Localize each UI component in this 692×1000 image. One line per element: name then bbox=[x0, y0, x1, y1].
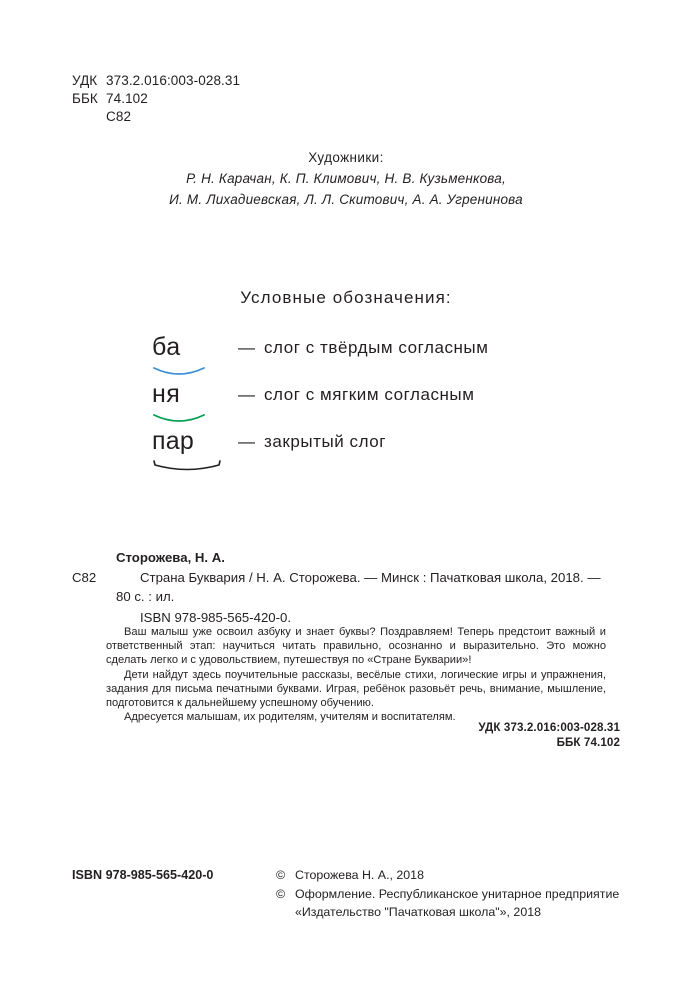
classmarks-bottom-bbk: ББК 74.102 bbox=[556, 736, 620, 749]
copyright-icon-2: © bbox=[276, 886, 286, 901]
bbk-label: ББК bbox=[72, 91, 98, 106]
legend-dash-3: — bbox=[238, 432, 255, 451]
copyright-block bbox=[276, 866, 619, 922]
biblio-isbn: ISBN 978-985-565-420-0. bbox=[140, 609, 292, 625]
bbk-value: 74.102 bbox=[106, 91, 148, 106]
legend-dash-2: — bbox=[238, 385, 255, 404]
biblio-shelfmark: С82 bbox=[72, 569, 97, 585]
legend-item-soft-consonant bbox=[152, 380, 572, 427]
legend-key-ba-text: ба bbox=[152, 333, 181, 361]
footer-isbn: ISBN 978-985-565-420-0 bbox=[72, 868, 214, 882]
artists-line-2: И. М. Лихадиевская, Л. Л. Скитович, А. А. Угренинова bbox=[169, 192, 523, 207]
black-bracket-icon bbox=[152, 452, 222, 480]
annotation-paragraph-1: Ваш малыш уже освоил азбуку и знает буквы? Поздравляем! Теперь предстоит важный и ответственный этап: научиться читать правильно, осознанно и выразительно. Это можно сделать легко и с удовольствием, путешествуя по «Стране Букварии»! bbox=[106, 626, 606, 667]
copyright-icon-1: © bbox=[276, 868, 286, 882]
legend-title: Условные обозначения: bbox=[240, 288, 452, 307]
legend-dash-1: — bbox=[238, 338, 255, 357]
legend-text-2: слог с мягким согласным bbox=[264, 385, 475, 404]
legend-key-par-text: пар bbox=[152, 427, 194, 455]
shelfmark-row bbox=[72, 108, 240, 126]
udc-label: УДК bbox=[72, 73, 98, 88]
annotation-paragraph-3: Адресуется малышам, их родителям, учителям и воспитателям. bbox=[124, 711, 456, 724]
annotation-block bbox=[106, 625, 606, 724]
legend-key-par bbox=[152, 427, 238, 455]
classmarks-top bbox=[72, 72, 240, 126]
legend-key-nya-text: ня bbox=[152, 380, 181, 408]
legend-list bbox=[152, 333, 572, 474]
bbk-row bbox=[72, 90, 240, 108]
annotation-paragraph-2: Дети найдут здесь поучительные рассказы, весёлые стихи, логические игры и упражнения, задания для письма печатными буквами. Играя, ребёнок разовьёт речь, внимание, мышление, подготовится к дальнейшему успешному обучению. bbox=[106, 668, 606, 710]
artists-caption: Художники: bbox=[308, 150, 384, 165]
biblio-description: Страна Буквария / Н. А. Сторожева. — Минск : Пачатковая школа, 2018. — 80 с. : ил. bbox=[116, 569, 601, 604]
copyright-line-2 bbox=[276, 885, 619, 904]
biblio-description-row bbox=[72, 568, 617, 607]
legend-text-3: закрытый слог bbox=[264, 432, 386, 451]
legend-key-nya bbox=[152, 380, 238, 408]
classmarks-bottom bbox=[478, 720, 620, 750]
legend-text-1: слог с твёрдым согласным bbox=[264, 338, 489, 357]
legend-item-closed-syllable bbox=[152, 427, 572, 474]
biblio-author: Сторожева, Н. А. bbox=[116, 550, 225, 565]
legend-key-ba bbox=[152, 333, 238, 361]
bibliographic-record bbox=[72, 548, 617, 627]
copyright-text-2-continued: «Издательство "Пачатковая школа"», 2018 bbox=[295, 905, 541, 919]
udc-row bbox=[72, 72, 240, 90]
artists-line-1: Р. Н. Карачан, К. П. Климович, Н. В. Кузьменкова, bbox=[186, 171, 506, 186]
copyright-line-1 bbox=[276, 866, 619, 885]
copyright-text-2: Оформление. Республиканское унитарное предприятие bbox=[295, 886, 620, 901]
artists-block bbox=[0, 147, 692, 210]
legend-item-hard-consonant bbox=[152, 333, 572, 380]
udc-value: 373.2.016:003-028.31 bbox=[106, 73, 241, 88]
copyright-text-1: Сторожева Н. А., 2018 bbox=[295, 868, 424, 882]
shelfmark-value: С82 bbox=[106, 109, 132, 124]
classmarks-bottom-udc: УДК 373.2.016:003-028.31 bbox=[478, 721, 620, 734]
